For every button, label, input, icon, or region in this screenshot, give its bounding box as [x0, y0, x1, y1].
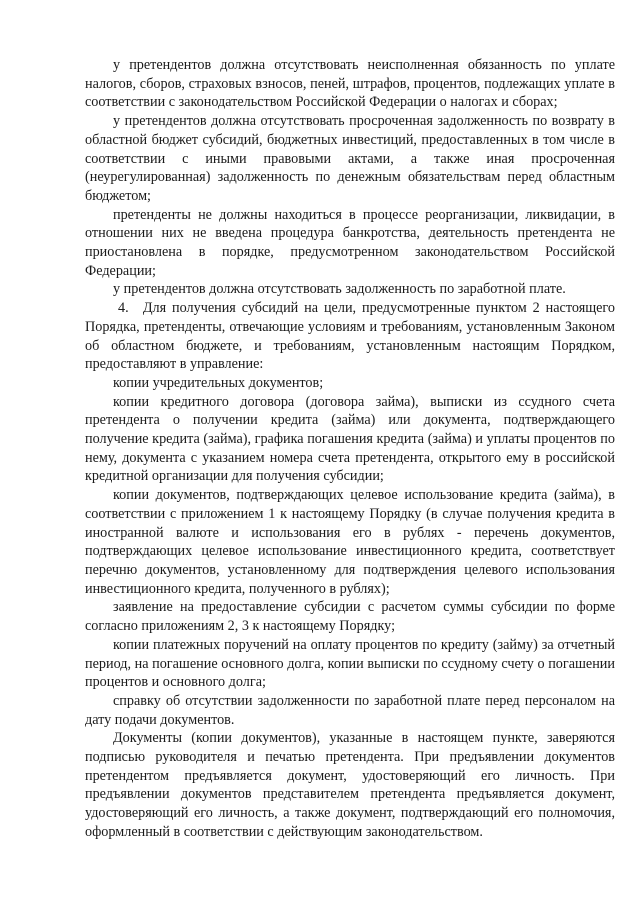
paragraph-reorganization: претенденты не должны находиться в процессе реорганизации, ликвидации, в отношении них не введена процедура банкротства, деятельность претендента не приостановлена в порядке, предусмотренном законодательством Российской Федерации;	[85, 206, 615, 279]
paragraph-credit-agreement: копии кредитного договора (договора займа), выписки из ссудного счета претендента о получении кредита (займа) или документа, подтверждающего получение кредита (займа), графика погашения кредита (займа) и уплаты процентов по нему, документа с указанием номера счета претендента, открытого ему в российской кредитной организации для получения субсидии;	[85, 393, 615, 485]
paragraph-application: заявление на предоставление субсидии с расчетом суммы субсидии по форме согласно приложениям 2, 3 к настоящему Порядку;	[85, 599, 615, 635]
paragraph-tax-obligation: у претендентов должна отсутствовать неисполненная обязанность по уплате налогов, сборов, страховых взносов, пеней, штрафов, процентов, подлежащих уплате в соответствии с законодательством Российской Федерации о налогах и сборах;	[85, 57, 615, 111]
paragraph-salary-debt: у претендентов должна отсутствовать задолженность по заработной плате.	[113, 281, 566, 298]
paragraph-item-4: 4. Для получения субсидий на цели, предусмотренные пунктом 2 настоящего Порядка, претенденты, отвечающие условиям и требованиям, установленным Законом об областном бюджете, и требованиям, установленным настоящим Порядком, предоставляют в управление:	[85, 300, 615, 373]
paragraph-salary-certificate: справку об отсутствии задолженности по заработной плате перед персоналом на дату подачи документов.	[85, 692, 615, 728]
paragraph-budget-debt: у претендентов должна отсутствовать просроченная задолженность по возврату в областной бюджет субсидий, бюджетных инвестиций, предоставленных в том числе в соответствии с иными правовыми актами, а также иная просроченная (неурегулированная) задолженность по денежным обязательствам перед областным бюджетом;	[85, 113, 615, 204]
document-body	[85, 56, 615, 842]
paragraph-founding-documents: копии учредительных документов;	[113, 374, 324, 391]
paragraph-payment-orders: копии платежных поручений на оплату процентов по кредиту (займу) за отчетный период, на погашение основного долга, копии выписки по ссудному счету о погашении процентов и основного долга;	[85, 636, 615, 691]
paragraph-target-use: копии документов, подтверждающих целевое использование кредита (займа), в соответствии с приложением 1 к настоящему Порядку (в случае получения кредита в иностранной валюте и использования его в рублях - перечень документов, подтверждающих целевое использование инвестиционного кредита, соответствует перечню документов, установленному для подтверждения целевого использования инвестиционного кредита, полученного в рублях);	[85, 487, 615, 597]
paragraph-certification: Документы (копии документов), указанные в настоящем пункте, заверяются подписью руководителя и печатью претендента. При предъявлении документов претендентом предъявляется документ, удостоверяющий его личность. При предъявлении документов представителем претендента предъявляется документ, удостоверяющий его личность, а также документ, подтверждающий его полномочия, оформленный в соответствии с действующим законодательством.	[85, 730, 615, 840]
